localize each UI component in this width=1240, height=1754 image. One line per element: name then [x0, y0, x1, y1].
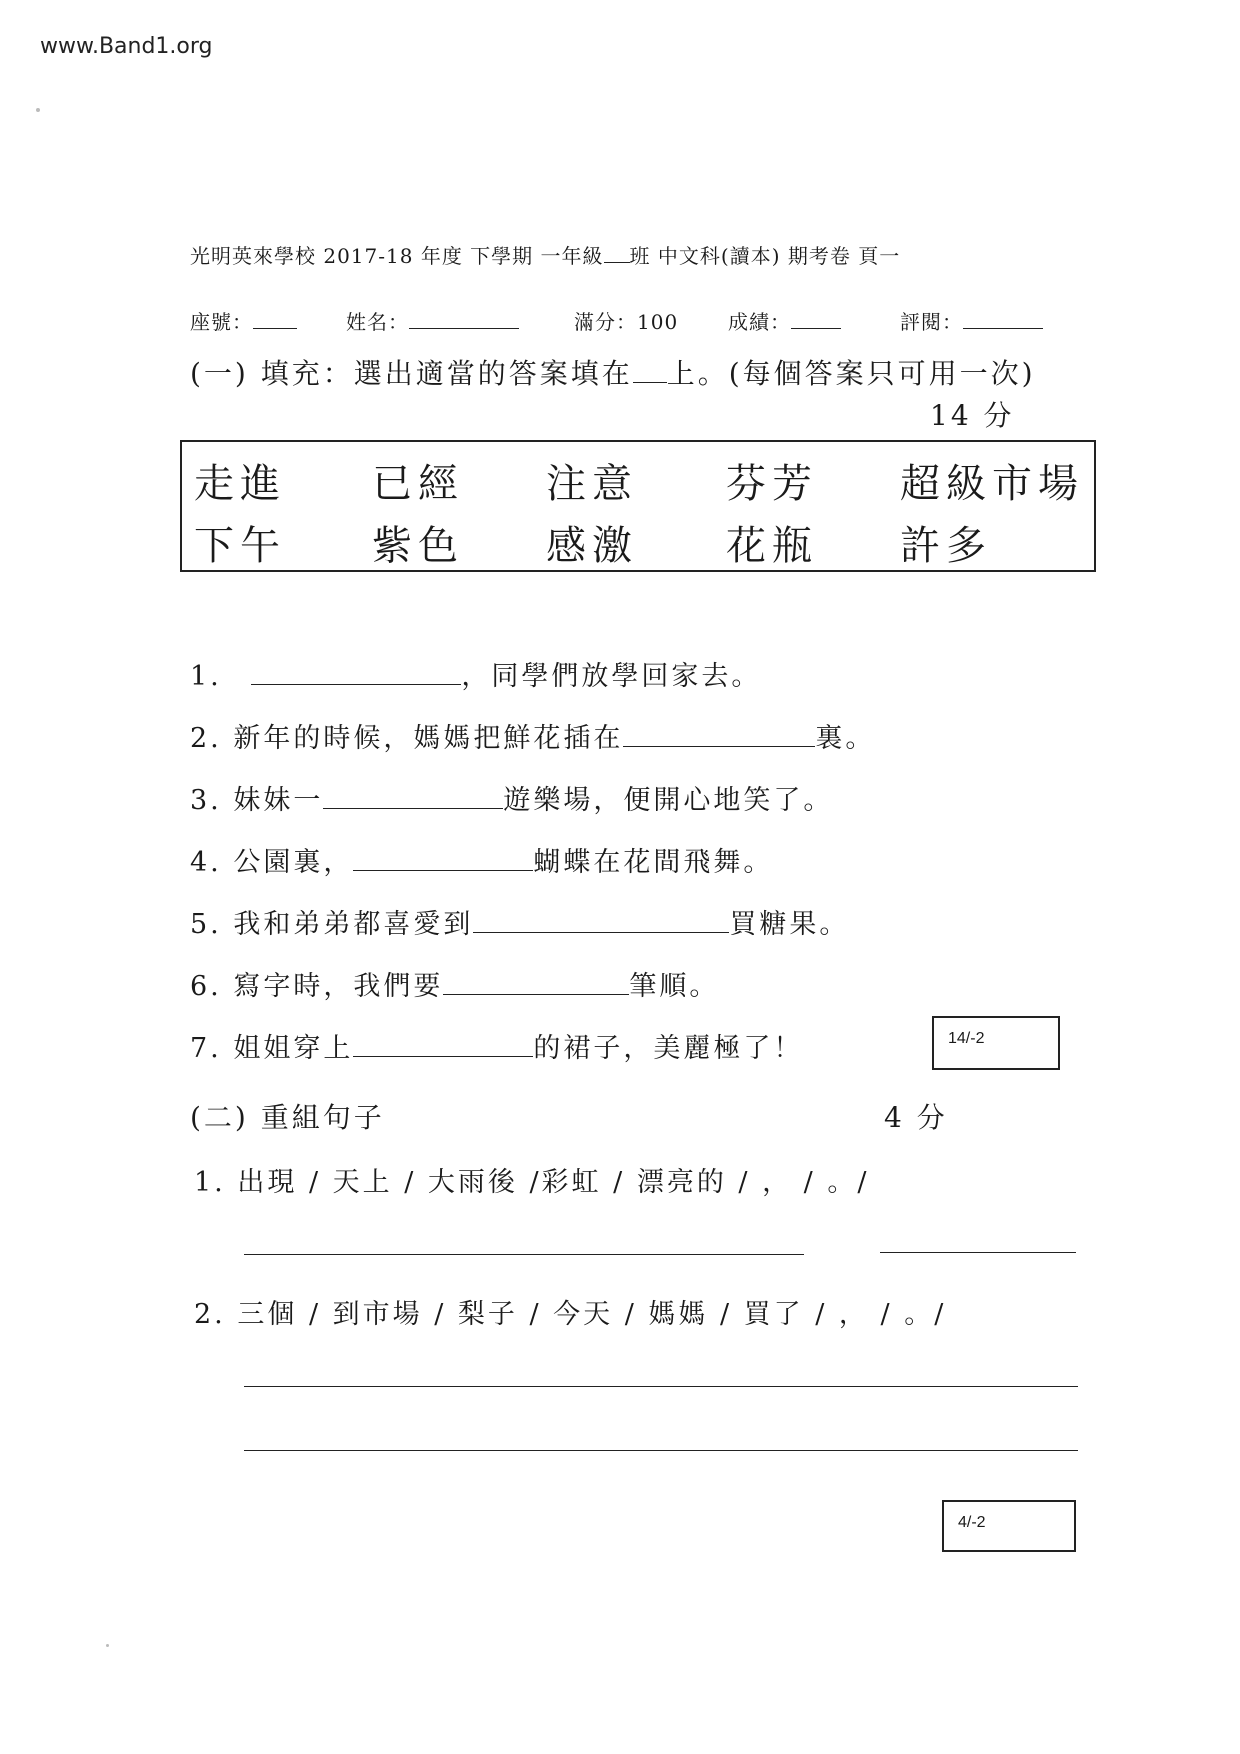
section1-marks: 14 分 [930, 399, 1015, 432]
word-bank-item: 超級市場 [900, 461, 1084, 507]
section1-title [190, 352, 1036, 392]
section1-title-blank [633, 354, 667, 383]
name-blank [409, 308, 519, 329]
reorder-words: 出現 / 天上 / 大雨後 /彩虹 / 漂亮的 / ， / 。/ [237, 1167, 870, 1198]
question-number: 2. [190, 723, 222, 754]
section1-title-text: (一) 填充：選出適當的答案填在 [190, 357, 633, 390]
grade-label: 成績： [728, 310, 791, 334]
question-text-after: 遊樂場，便開心地笑了。 [503, 785, 834, 816]
question-number: 2. [194, 1299, 226, 1330]
fill-question [190, 778, 833, 817]
question-number: 7. [190, 1033, 222, 1064]
question-text-after: 的裙子，美麗極了！ [533, 1033, 804, 1064]
word-bank-item: 注意 [546, 461, 638, 507]
reorder-words: 三個 / 到市場 / 梨子 / 今天 / 媽媽 / 買了 / ， / 。/ [237, 1299, 947, 1330]
question-text-before: 我和弟弟都喜愛到 [233, 909, 474, 940]
word-bank-item: 紫色 [372, 523, 464, 569]
name-label: 姓名： [346, 310, 409, 334]
section1-score-box: 14/-2 [932, 1016, 1060, 1070]
answer-blank[interactable] [443, 967, 629, 995]
section2-marks: 4 分 [884, 1101, 948, 1134]
word-bank-item: 花瓶 [726, 523, 818, 569]
word-bank-item: 已經 [372, 461, 464, 507]
scan-speck [106, 1644, 109, 1647]
seat-field [190, 306, 297, 335]
question-text-before: 公園裏， [233, 847, 354, 878]
word-bank [180, 440, 1096, 572]
answer-blank[interactable] [323, 781, 503, 809]
fill-question [190, 716, 875, 755]
question-text-after: 筆順。 [629, 971, 720, 1002]
grade-field [728, 306, 841, 335]
word-bank-item: 走進 [194, 461, 286, 507]
question-number: 6. [190, 971, 222, 1002]
fill-question [190, 840, 773, 879]
answer-line[interactable] [244, 1254, 804, 1255]
question-number: 5. [190, 909, 222, 940]
grade-blank [791, 308, 841, 329]
question-number: 1. [194, 1167, 226, 1198]
question-number: 1. [190, 661, 222, 692]
question-text-after: ，同學們放學回家去。 [461, 661, 762, 692]
section2-score-box: 4/-2 [942, 1500, 1076, 1552]
reorder-question [194, 1292, 946, 1331]
answer-line[interactable] [880, 1252, 1076, 1253]
question-text-after: 買糖果。 [729, 909, 850, 940]
question-text-before: 寫字時，我們要 [233, 971, 444, 1002]
review-label: 評閱： [900, 310, 963, 334]
fill-question [190, 1026, 803, 1065]
answer-blank[interactable] [623, 719, 815, 747]
full-marks: 滿分：100 [574, 310, 679, 334]
question-number: 3. [190, 785, 222, 816]
seat-label: 座號： [190, 310, 253, 334]
fill-question [190, 964, 719, 1003]
fill-question [190, 654, 761, 693]
answer-blank[interactable] [473, 905, 729, 933]
review-field [900, 306, 1043, 335]
word-bank-item: 許多 [900, 523, 992, 569]
answer-blank[interactable] [251, 657, 461, 685]
word-bank-item: 感激 [546, 523, 638, 569]
name-field [346, 306, 519, 335]
question-text-after: 蝴蝶在花間飛舞。 [533, 847, 774, 878]
answer-blank[interactable] [353, 1029, 533, 1057]
exam-header [190, 240, 900, 269]
scan-speck [36, 108, 40, 112]
seat-blank [253, 308, 297, 329]
answer-blank[interactable] [353, 843, 533, 871]
class-blank [604, 242, 630, 263]
word-bank-item: 芬芳 [726, 461, 818, 507]
header-subject: 班 中文科(讀本) 期考卷 頁一 [629, 244, 901, 268]
answer-line[interactable] [244, 1450, 1078, 1451]
question-text-before: 新年的時候，媽媽把鮮花插在 [233, 723, 624, 754]
header-title: 光明英來學校 2017-18 年度 下學期 一年級 [190, 244, 604, 268]
site-watermark: www.Band1.org [40, 34, 213, 59]
question-text-before: 妹妹一 [233, 785, 324, 816]
reorder-question [194, 1160, 869, 1199]
answer-line[interactable] [244, 1386, 1078, 1387]
section2-title: (二) 重組句子 [190, 1101, 385, 1134]
question-text-before: 姐姐穿上 [233, 1033, 354, 1064]
fill-question [190, 902, 849, 941]
word-bank-item: 下午 [194, 523, 286, 569]
question-number: 4. [190, 847, 222, 878]
review-blank [963, 308, 1043, 329]
section1-title-suffix: 上。(每個答案只可用一次) [666, 357, 1036, 390]
question-text-after: 裏。 [815, 723, 876, 754]
